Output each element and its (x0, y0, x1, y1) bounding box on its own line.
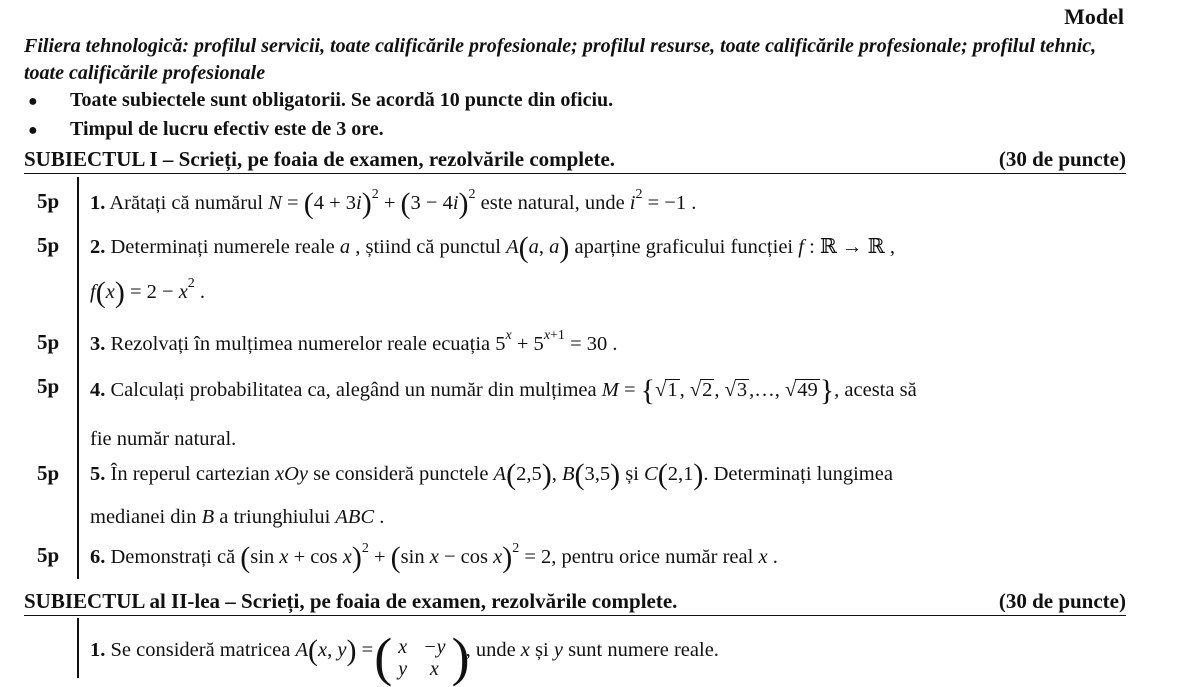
subiect1-header (24, 147, 1126, 174)
subiect1-points: (30 de puncte) (998, 147, 1126, 171)
subiect2-header (24, 589, 1126, 616)
bullet-icon: ● (28, 122, 38, 139)
matrix-A: ( x −y y x ) (374, 627, 470, 687)
subiect2-title: SUBIECTUL al II-lea – Scrieți, pe foaia de examen, rezolvările complete. (24, 589, 678, 613)
model-label: Model (1064, 4, 1124, 29)
instruction-item: ● Toate subiectele sunt obligatorii. Se acordă 10 puncte din oficiu. (24, 87, 1124, 116)
column-divider (77, 177, 79, 579)
column-divider (77, 618, 79, 678)
subiect1-title: SUBIECTUL I – Scrieți, pe foaia de examen, rezolvările complete. (24, 147, 616, 171)
bullet-icon: ● (28, 93, 38, 110)
instructions-list (24, 87, 1124, 145)
instruction-item: ● Timpul de lucru efectiv este de 3 ore. (24, 116, 1124, 145)
subiect2-points: (30 de puncte) (998, 589, 1126, 613)
filiera-text: Filiera tehnologică: profilul servicii, toate calificările profesionale; profilul resurse, toate calificările profesionale; profilul tehnic, toate calificările profesionale (24, 35, 1097, 84)
